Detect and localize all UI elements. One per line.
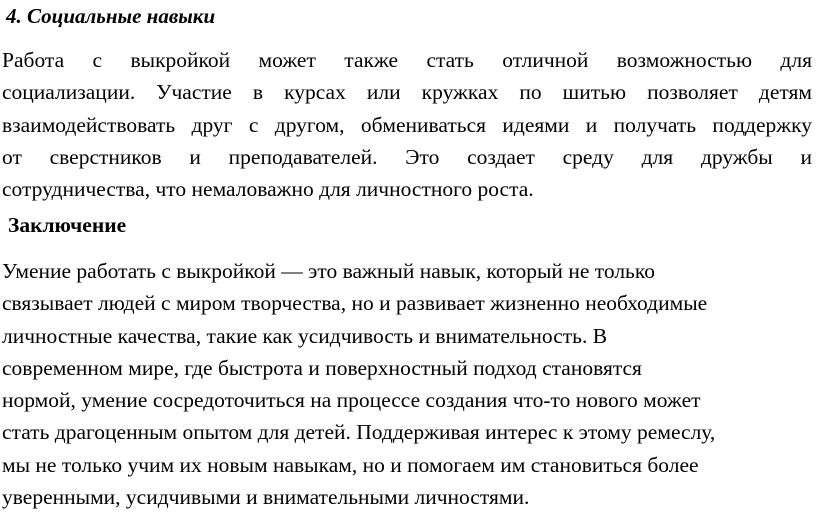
paragraph-line: от сверстников и преподавателей. Это создает среду для дружбы и [2, 144, 812, 169]
paragraph-line: связывает людей с миром творчества, но и развивает жизненно необходимые [2, 291, 708, 316]
paragraph-line: современном мире, где быстрота и поверхностный подход становятся [2, 355, 642, 380]
paragraph-line: сотрудничества, что немаловажно для личностного роста. [2, 177, 534, 202]
paragraph-line: Умение работать с выкройкой — это важный навык, который не только [2, 259, 655, 283]
conclusion-paragraph [2, 255, 814, 513]
paragraph-line: взаимодействовать друг с другом, обмениваться идеями и получать поддержку [2, 112, 812, 137]
paragraph-line: нормой, умение сосредоточиться на процессе создания что-то нового может [2, 388, 701, 413]
section-heading: 4. Социальные навыки [6, 4, 216, 28]
paragraph-line: социализации. Участие в курсах или кружках по шитью позволяет детям [2, 80, 812, 105]
paragraph-line: мы не только учим их новым навыкам, но и помогаем им становиться более [2, 452, 699, 477]
social-skills-paragraph [2, 44, 812, 205]
paragraph-line: личностные качества, такие как усидчивость и внимательность. В [2, 323, 608, 348]
paragraph-line: стать драгоценным опытом для детей. Поддерживая интерес к этому ремеслу, [2, 420, 716, 445]
paragraph-line: Работа с выкройкой может также стать отличной возможностью для [2, 48, 812, 72]
paragraph-line: уверенными, усидчивыми и внимательными личностями. [2, 485, 530, 510]
conclusion-heading: Заключение [8, 213, 127, 237]
